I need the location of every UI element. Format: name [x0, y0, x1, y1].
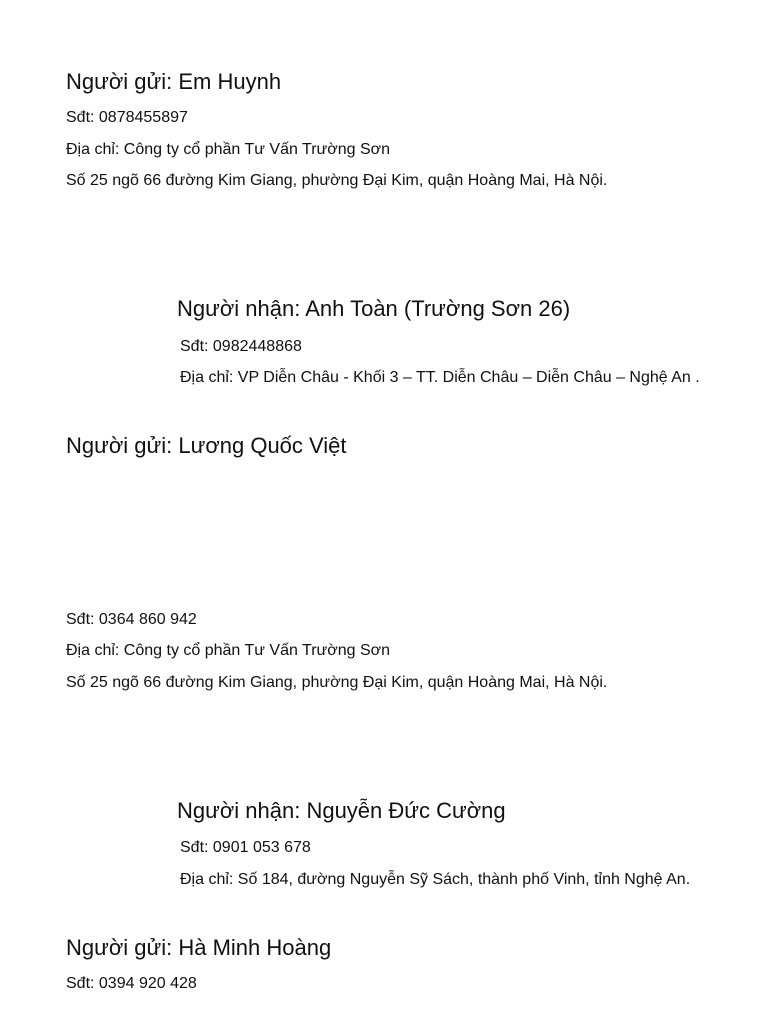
receiver-address-2: Địa chỉ: Số 184, đường Nguyễn Sỹ Sách, thành phố Vinh, tỉnh Nghệ An.	[180, 871, 691, 888]
sender-address-line2-2: Số 25 ngõ 66 đường Kim Giang, phường Đại Kim, quận Hoàng Mai, Hà Nội.	[66, 674, 608, 691]
sender-address-line1-1: Địa chỉ: Công ty cổ phần Tư Vấn Trường Sơn	[66, 141, 391, 158]
sender-name-3: Người gửi: Hà Minh Hoàng	[66, 935, 332, 960]
receiver-address-1: Địa chỉ: VP Diễn Châu - Khối 3 – TT. Diễn Châu – Diễn Châu – Nghệ An .	[180, 369, 700, 386]
sender-name-2: Người gửi: Lương Quốc Việt	[66, 433, 347, 458]
sender-phone-2: Sđt: 0364 860 942	[66, 611, 197, 628]
receiver-name-1: Người nhận: Anh Toàn (Trường Sơn 26)	[177, 296, 571, 321]
sender-name-1: Người gửi: Em Huynh	[66, 69, 282, 94]
sender-phone-3: Sđt: 0394 920 428	[66, 975, 197, 992]
receiver-phone-1: Sđt: 0982448868	[180, 338, 302, 355]
sender-address-line2-1: Số 25 ngõ 66 đường Kim Giang, phường Đại Kim, quận Hoàng Mai, Hà Nội.	[66, 172, 608, 189]
sender-address-line1-2: Địa chỉ: Công ty cổ phần Tư Vấn Trường Sơn	[66, 642, 391, 659]
receiver-phone-2: Sđt: 0901 053 678	[180, 839, 311, 856]
receiver-name-2: Người nhận: Nguyễn Đức Cường	[177, 798, 506, 823]
sender-phone-1: Sđt: 0878455897	[66, 109, 188, 126]
